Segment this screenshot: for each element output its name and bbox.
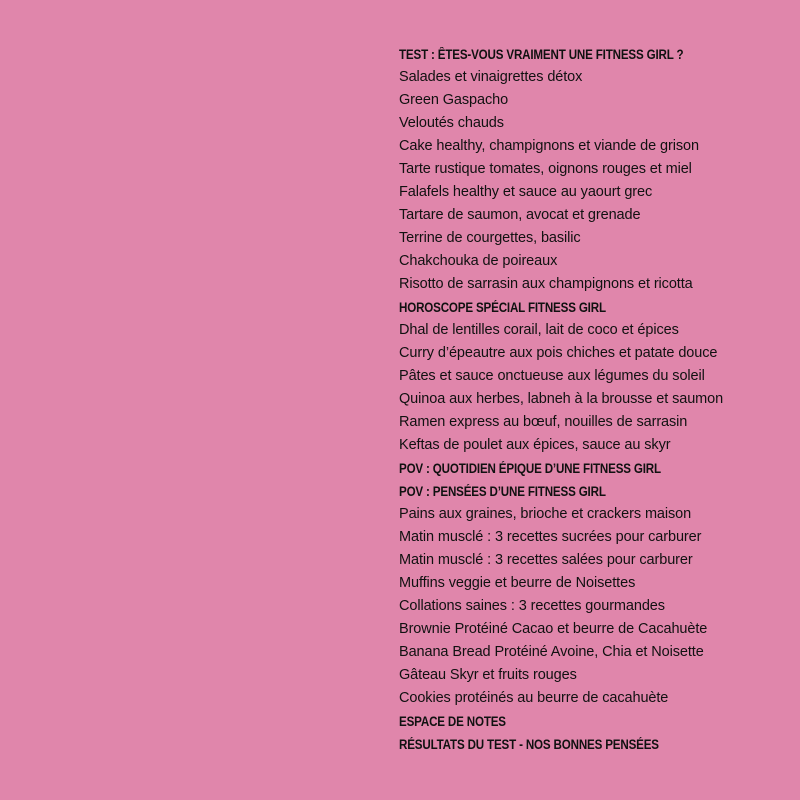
- menu-recipe-item: Veloutés chauds: [399, 115, 504, 131]
- menu-recipe-item: Muffins veggie et beurre de Noisettes: [399, 575, 636, 591]
- menu-section-heading: TEST : ÊTES-VOUS VRAIMENT UNE FITNESS GIRL ?: [399, 47, 684, 62]
- menu-section-heading: POV : QUOTIDIEN ÉPIQUE D’UNE FITNESS GIRL: [399, 461, 661, 476]
- menu-recipe-item: Green Gaspacho: [399, 92, 509, 108]
- menu-recipe-item: Pâtes et sauce onctueuse aux légumes du soleil: [399, 368, 705, 384]
- menu-recipe-item: Pains aux graines, brioche et crackers maison: [399, 506, 692, 522]
- menu-recipe-item: Terrine de courgettes, basilic: [399, 230, 581, 246]
- menu-recipe-item: Salades et vinaigrettes détox: [399, 69, 583, 85]
- menu-recipe-item: Cookies protéinés au beurre de cacahuète: [399, 690, 669, 706]
- menu-recipe-item: Cake healthy, champignons et viande de grison: [399, 138, 699, 154]
- menu-section-heading: ESPACE DE NOTES: [399, 714, 506, 729]
- menu-recipe-item: Curry d’épeautre aux pois chiches et patate douce: [399, 345, 718, 361]
- menu-recipe-item: Tarte rustique tomates, oignons rouges et miel: [399, 161, 692, 177]
- side-title-area: [236, 0, 376, 800]
- menu-recipe-item: Brownie Protéiné Cacao et beurre de Cacahuète: [399, 621, 708, 637]
- menu-recipe-item: Matin musclé : 3 recettes sucrées pour carburer: [399, 529, 702, 545]
- menu-recipe-item: Gâteau Skyr et fruits rouges: [399, 667, 577, 683]
- menu-recipe-item: Banana Bread Protéiné Avoine, Chia et Noisette: [399, 644, 704, 660]
- menu-recipe-item: Quinoa aux herbes, labneh à la brousse et saumon: [399, 391, 724, 407]
- menu-section-heading: RÉSULTATS DU TEST - NOS BONNES PENSÉES: [399, 737, 659, 752]
- menu-recipe-item: Matin musclé : 3 recettes salées pour carburer: [399, 552, 693, 568]
- menu-recipe-item: Dhal de lentilles corail, lait de coco et épices: [399, 322, 679, 338]
- menu-section-heading: POV : PENSÉES D’UNE FITNESS GIRL: [399, 484, 606, 499]
- menu-list: [399, 43, 789, 756]
- menu-section-heading: HOROSCOPE SPÉCIAL FITNESS GIRL: [399, 300, 606, 315]
- menu-recipe-item: Chakchouka de poireaux: [399, 253, 558, 269]
- menu-recipe-item: Tartare de saumon, avocat et grenade: [399, 207, 641, 223]
- menu-recipe-item: Risotto de sarrasin aux champignons et ricotta: [399, 276, 693, 292]
- menu-recipe-item: Keftas de poulet aux épices, sauce au skyr: [399, 437, 671, 453]
- menu-recipe-item: Collations saines : 3 recettes gourmandes: [399, 598, 665, 614]
- menu-recipe-item: Falafels healthy et sauce au yaourt grec: [399, 184, 653, 200]
- menu-recipe-item: Ramen express au bœuf, nouilles de sarrasin: [399, 414, 688, 430]
